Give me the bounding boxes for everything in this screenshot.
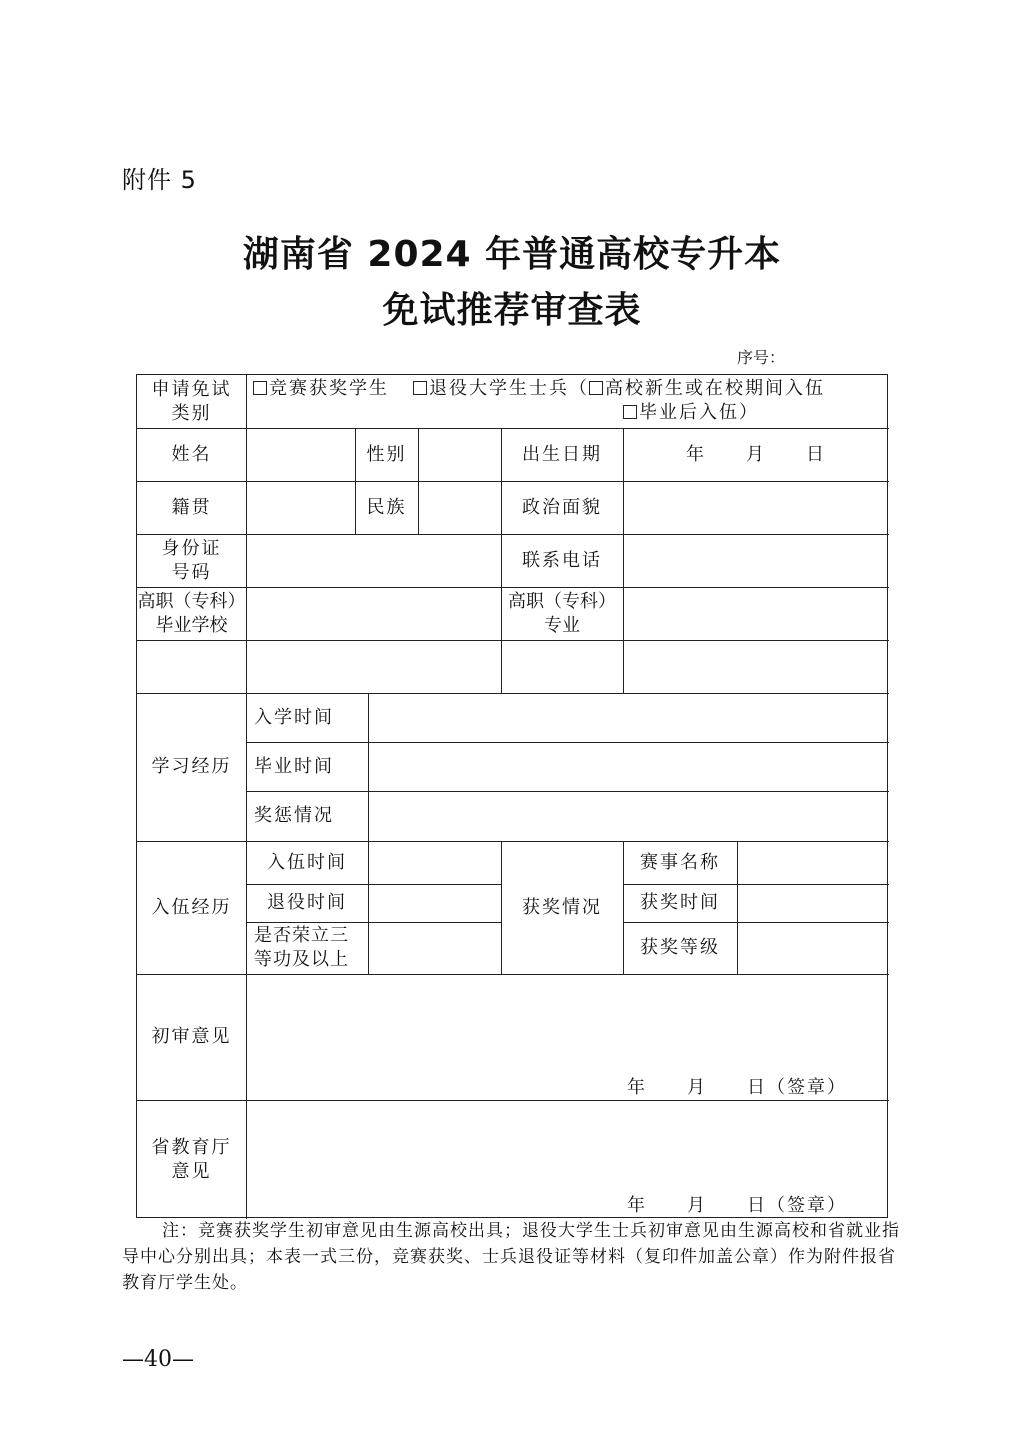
initial-review-signature: 年 月 日（签章）	[627, 1077, 847, 1098]
grad-time-field[interactable]	[368, 742, 889, 791]
birth-date-label: 出生日期	[522, 443, 602, 465]
id-number-label: 身份证 号码	[161, 537, 222, 583]
form-title-line-1: 湖南省 2024 年普通高校专升本	[242, 234, 782, 275]
page-number: —40—	[122, 1347, 194, 1372]
phone-label: 联系电话	[522, 549, 602, 571]
award-time-field[interactable]	[737, 884, 889, 922]
form-title-line-2: 免试推荐审查表	[382, 290, 642, 331]
ethnicity-field[interactable]	[418, 481, 501, 534]
dept-opinion-label: 省教育厅 意见	[151, 1136, 232, 1182]
merit-label: 是否荣立三 等功及以上	[254, 925, 349, 970]
enroll-time-label: 入学时间	[254, 706, 334, 728]
gender-label: 性别	[366, 443, 407, 465]
dept-opinion-signature: 年 月 日（签章）	[627, 1195, 847, 1216]
name-field[interactable]	[246, 428, 355, 481]
native-place-label: 籍贯	[171, 496, 212, 518]
award-level-field[interactable]	[737, 922, 889, 974]
checkbox-competition[interactable]	[253, 381, 267, 395]
rewards-label: 奖惩情况	[254, 805, 334, 826]
enlist-time-label: 入伍时间	[267, 851, 347, 873]
id-number-field[interactable]	[246, 534, 501, 587]
grad-time-label: 毕业时间	[254, 755, 334, 777]
birth-date-field[interactable]: 年 月 日	[686, 443, 826, 465]
college-label: 高职（专科） 毕业学校	[137, 590, 246, 636]
checkbox-graduate[interactable]	[623, 405, 637, 419]
award-time-label: 获奖时间	[640, 892, 720, 913]
option-new-student: 高校新生或在校期间入伍	[605, 378, 825, 399]
option-competition: 竞赛获奖学生	[269, 378, 389, 399]
form-note: 注：竞赛获奖学生初审意见由生源高校出具；退役大学生士兵初审意见由生源高校和省就业指导中心分别出具；本表一式三份，竞赛获奖、士兵退役证等材料（复印件加盖公章）作为附件报省教育厅学生处。	[122, 1221, 900, 1293]
event-name-field[interactable]	[737, 841, 889, 884]
checkbox-veteran[interactable]	[413, 381, 427, 395]
college-field-extra[interactable]	[246, 640, 501, 693]
enlist-time-field[interactable]	[368, 841, 501, 884]
merit-field[interactable]	[368, 922, 501, 974]
review-form-table	[136, 374, 888, 1218]
political-status-label: 政治面貌	[522, 496, 602, 518]
option-veteran: 退役大学生士兵（	[429, 378, 589, 399]
category-options	[253, 377, 885, 425]
category-label: 申请免试 类别	[151, 378, 232, 424]
native-place-field[interactable]	[246, 481, 355, 534]
award-level-label: 获奖等级	[640, 937, 720, 958]
rewards-field[interactable]	[368, 791, 889, 841]
serial-number-label: 序号：	[737, 348, 786, 367]
checkbox-new-student[interactable]	[589, 381, 603, 395]
political-status-field[interactable]	[623, 481, 889, 534]
college-field[interactable]	[246, 587, 501, 640]
discharge-time-field[interactable]	[368, 884, 501, 922]
award-label: 获奖情况	[522, 896, 602, 918]
military-history-label: 入伍经历	[151, 896, 232, 918]
ethnicity-label: 民族	[366, 496, 407, 518]
study-history-label: 学习经历	[151, 756, 232, 777]
event-name-label: 赛事名称	[640, 851, 720, 873]
major-field[interactable]	[623, 587, 889, 640]
phone-field[interactable]	[623, 534, 889, 587]
major-label: 高职（专科） 专业	[508, 590, 616, 636]
enroll-time-field[interactable]	[368, 693, 889, 742]
option-graduate: 毕业后入伍）	[639, 402, 759, 423]
name-label: 姓名	[171, 443, 212, 465]
attachment-label: 附件 5	[122, 166, 197, 194]
gender-field[interactable]	[418, 428, 501, 481]
initial-review-label: 初审意见	[151, 1026, 232, 1047]
major-field-extra[interactable]	[623, 640, 889, 693]
discharge-time-label: 退役时间	[267, 892, 347, 913]
